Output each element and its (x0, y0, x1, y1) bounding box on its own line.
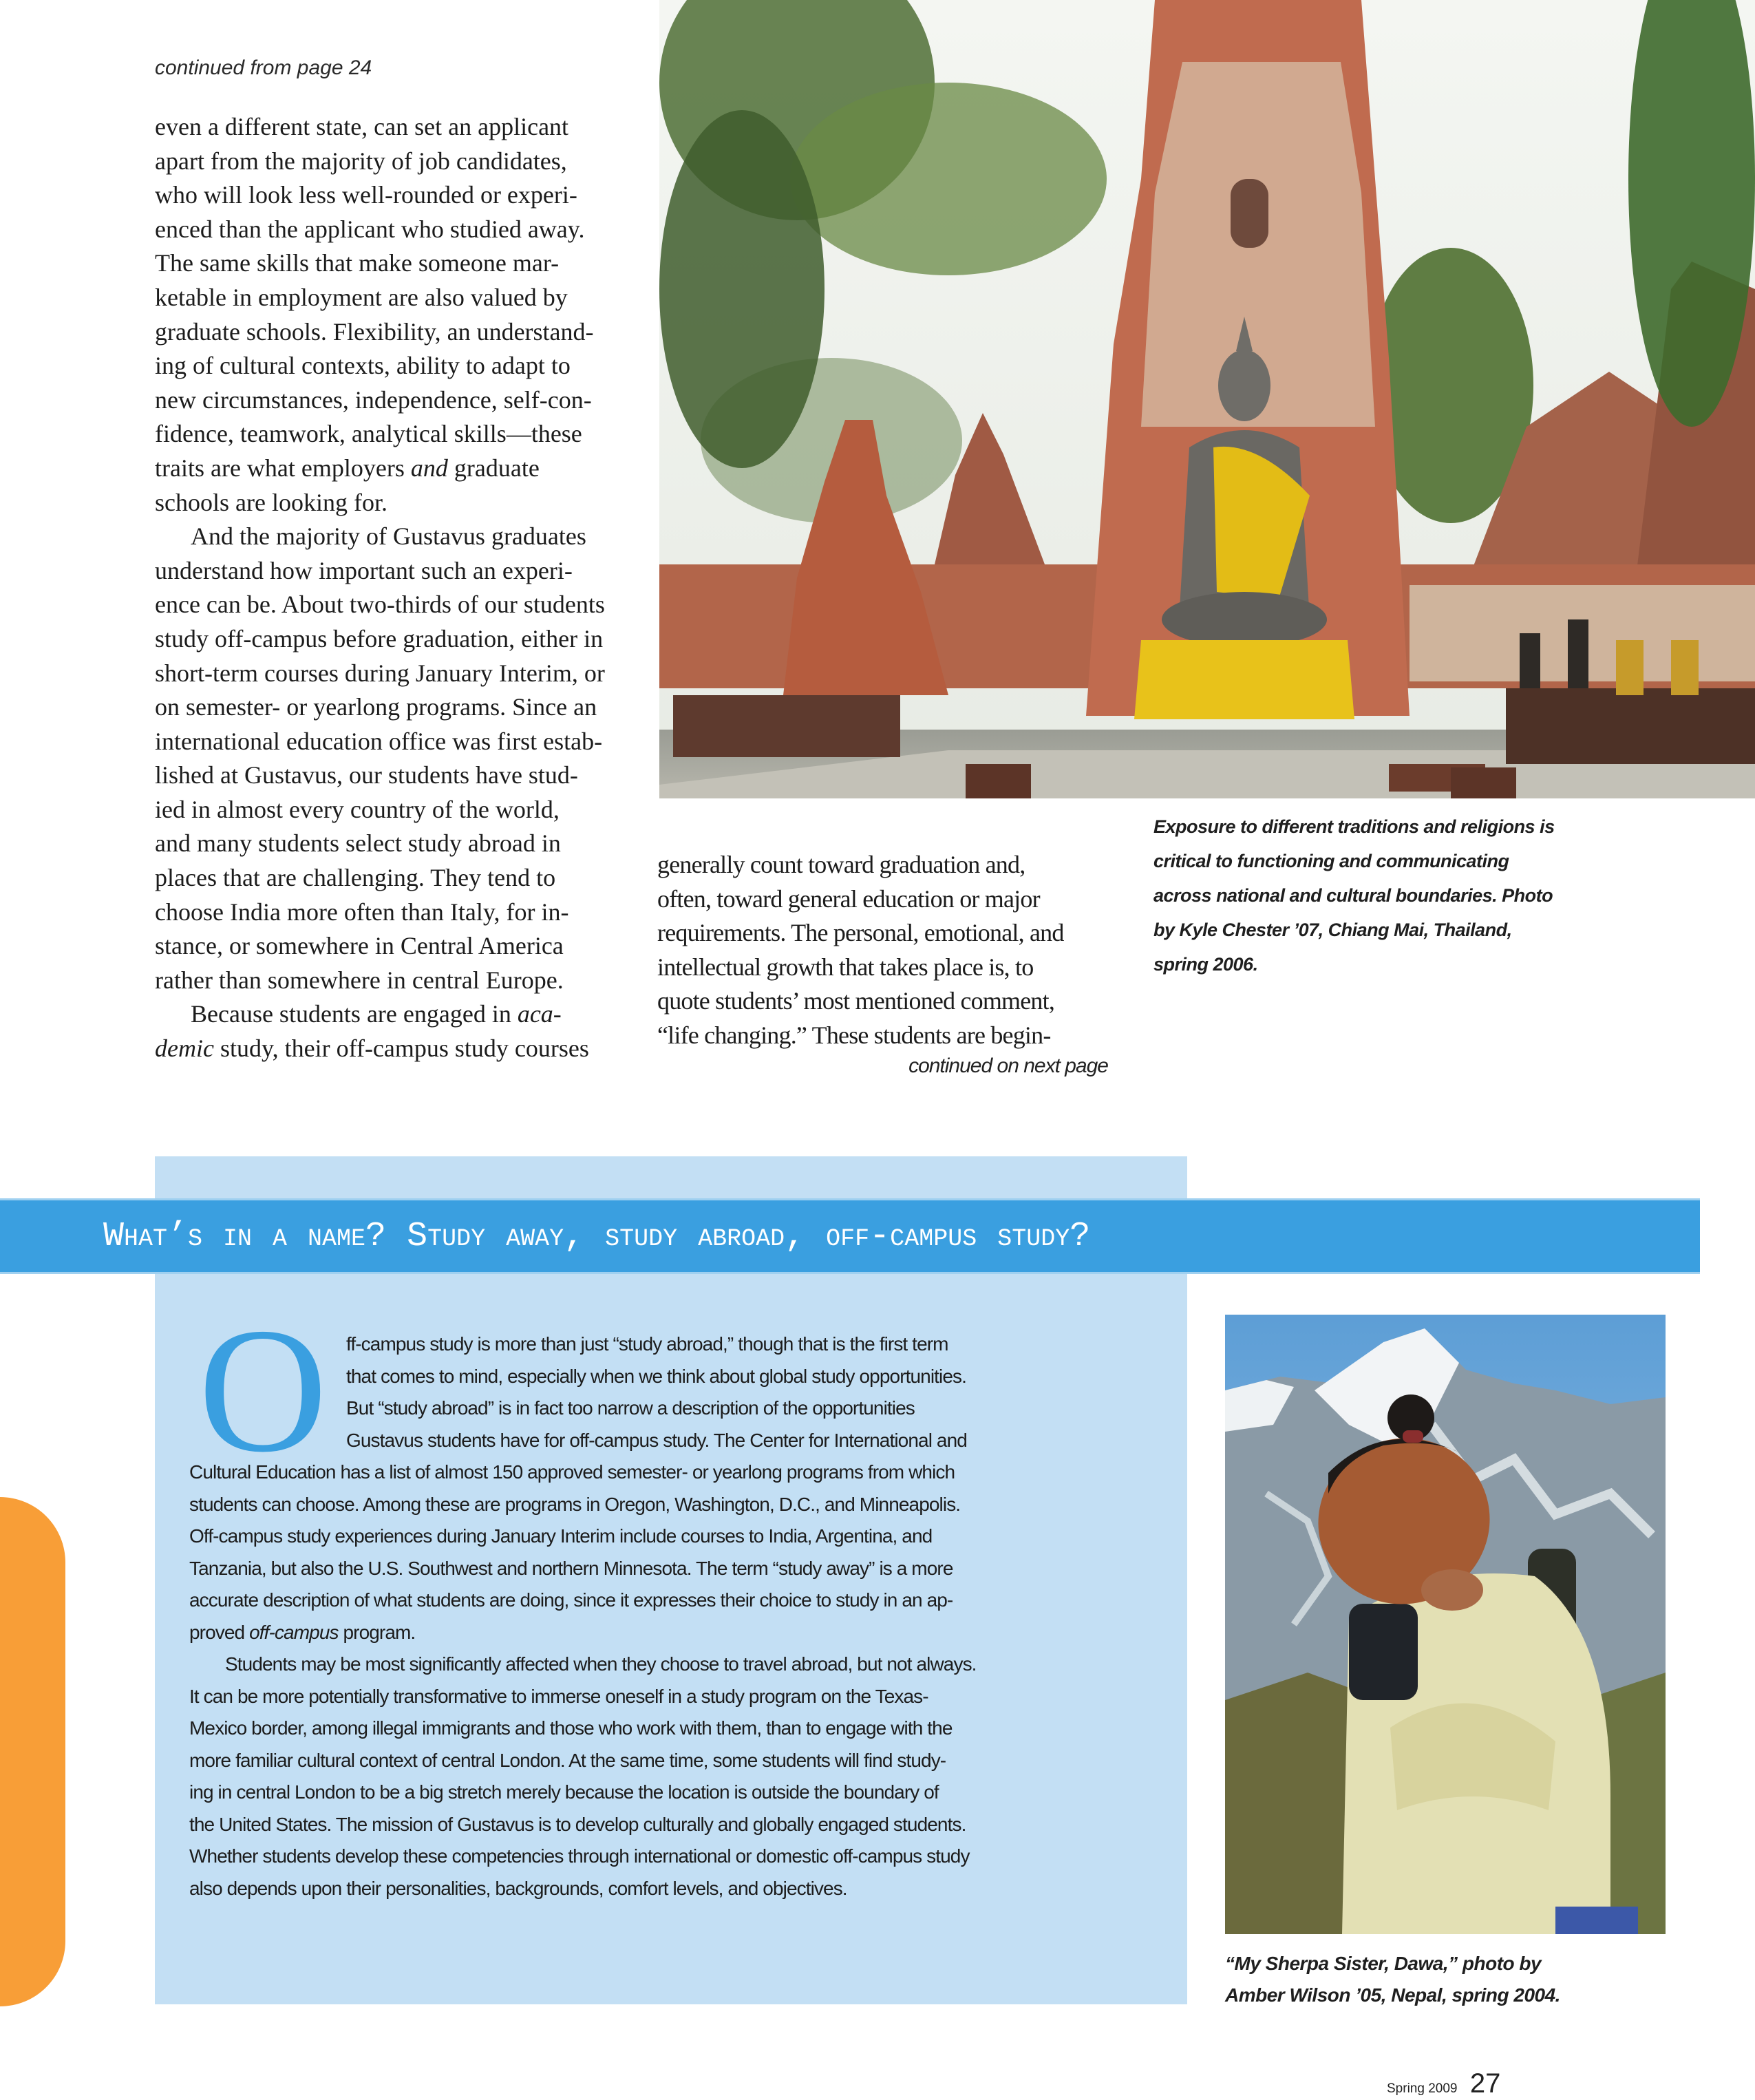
issue-label: Spring 2009 (1387, 2081, 1458, 2096)
text-line: lished at Gustavus, our students have stud- (155, 761, 578, 789)
text-line: ing in central London to be a big stretch merely because the location is outside the boundary of (189, 1781, 939, 1803)
text-line: But “study abroad” is in fact too narrow a description of the opportunities (346, 1397, 915, 1419)
caption-line: spring 2006. (1153, 954, 1258, 975)
paragraph-2 (155, 520, 609, 997)
text-line: understand how important such an experi- (155, 556, 573, 584)
text-segment: program. (338, 1621, 416, 1643)
text-line: choose India more often than Italy, for in- (155, 898, 569, 926)
text-line: even a different state, can set an applicant (155, 113, 569, 140)
text-line: “life changing.” These students are begin- (657, 1021, 1051, 1049)
sherpa-photo-illustration (1225, 1315, 1666, 1934)
paragraph-3 (155, 997, 609, 1065)
sidebar-title: What’s in a name? Study away, study abroad, off-campus study? (103, 1217, 1091, 1256)
caption-line: critical to functioning and communicating (1153, 851, 1509, 871)
page-footer (1387, 2068, 1500, 2099)
text-line: Off-campus study experiences during January Interim include courses to India, Argentina, and (189, 1525, 933, 1547)
sidebar-text (189, 1328, 1180, 1905)
text-line: Gustavus students have for off-campus study. The Center for International and (346, 1429, 967, 1451)
text-line: ence can be. About two-thirds of our students (155, 591, 605, 619)
text-line: more familiar cultural context of central London. At the same time, some students will find study- (189, 1749, 946, 1771)
text-line: Tanzania, but also the U.S. Southwest and northern Minnesota. The term “study away” is a more (189, 1557, 953, 1579)
text-line-emphasis (155, 452, 609, 486)
text-segment: study, their off-campus study courses (213, 1035, 589, 1063)
drop-cap: O (198, 1291, 328, 1489)
text-line: apart from the majority of job candidates, (155, 147, 567, 175)
emphasis-academic-2: demic (155, 1035, 214, 1063)
caption-line: Exposure to different traditions and religions is (1153, 816, 1555, 837)
text-line: and many students select study abroad in (155, 829, 561, 858)
text-line: Students may be most significantly affected when they choose to travel abroad, but not always. (225, 1653, 977, 1675)
text-line: international education office was first estab- (155, 727, 603, 755)
text-line: generally count toward graduation and, (657, 851, 1025, 878)
orange-decorative-shape (0, 1497, 65, 2006)
text-line: schools are looking for. (155, 488, 387, 516)
text-line: ing of cultural contexts, ability to adapt to (155, 352, 571, 380)
text-segment: traits are what employers (155, 454, 411, 482)
emphasis-academic-1: aca- (517, 1000, 562, 1028)
text-line: study off-campus before graduation, either in (155, 624, 604, 653)
text-line: Cultural Education has a list of almost 150 approved semester- or yearlong programs from which (189, 1461, 955, 1483)
text-segment: graduate (447, 454, 540, 482)
emphasis-and: and (410, 454, 448, 482)
caption-line: “My Sherpa Sister, Dawa,” photo by (1225, 1953, 1542, 1974)
text-line (155, 997, 609, 1032)
text-line: Whether students develop these competencies through international or domestic off-campus study (189, 1845, 970, 1867)
text-line: rather than somewhere in central Europe. (155, 966, 564, 994)
caption-line: Amber Wilson ’05, Nepal, spring 2004. (1225, 1984, 1560, 2006)
sherpa-photo (1225, 1315, 1666, 1934)
text-line: on semester- or yearlong programs. Since an (155, 693, 597, 721)
continued-next-label: continued on next page (908, 1054, 1108, 1077)
text-line: graduate schools. Flexibility, an understand- (155, 317, 594, 346)
text-line: students can choose. Among these are programs in Oregon, Washington, D.C., and Minneapolis. (189, 1493, 961, 1515)
text-line: the United States. The mission of Gustavus is to develop culturally and globally engaged students. (189, 1813, 966, 1835)
text-line: quote students’ most mentioned comment, (657, 987, 1055, 1015)
text-segment: Because students are engaged in (191, 1000, 518, 1028)
text-line (189, 1617, 1180, 1649)
text-line: short-term courses during January Interim, or (155, 659, 605, 687)
text-line: requirements. The personal, emotional, and (657, 919, 1064, 947)
text-line: enced than the applicant who studied away. (155, 215, 585, 243)
text-segment: proved (189, 1621, 250, 1643)
temple-photo-illustration (659, 0, 1755, 798)
caption-line: across national and cultural boundaries. Photo (1153, 885, 1553, 906)
article-column-middle (657, 848, 1112, 1053)
text-line: who will look less well-rounded or experi- (155, 181, 577, 209)
text-line: intellectual growth that takes place is, to (657, 953, 1034, 981)
text-line (155, 1032, 609, 1066)
temple-photo (659, 0, 1755, 798)
text-line: places that are challenging. They tend to (155, 864, 556, 892)
text-line: that comes to mind, especially when we think about global study opportunities. (346, 1365, 967, 1387)
text-line: also depends upon their personalities, backgrounds, comfort levels, and objectives. (189, 1877, 847, 1899)
paragraph-1 (155, 110, 609, 520)
temple-photo-caption (1153, 809, 1677, 982)
text-line: The same skills that make someone mar- (155, 249, 560, 277)
text-line: new circumstances, independence, self-con- (155, 385, 592, 414)
page-number: 27 (1469, 2068, 1501, 2099)
article-column-left (155, 110, 609, 1066)
text-line: stance, or somewhere in Central America (155, 932, 564, 960)
text-line: accurate description of what students are doing, since it expresses their choice to study in an ap- (189, 1589, 953, 1611)
sherpa-photo-caption (1225, 1948, 1707, 2011)
text-line: It can be more potentially transformative to immerse oneself in a study program on the Texas- (189, 1685, 928, 1707)
caption-line: by Kyle Chester ’07, Chiang Mai, Thailand, (1153, 920, 1512, 940)
text-line: ketable in employment are also valued by (155, 283, 568, 311)
text-line: often, toward general education or major (657, 884, 1040, 913)
text-line: And the majority of Gustavus graduates (191, 522, 586, 551)
text-line: ied in almost every country of the world, (155, 795, 560, 823)
emphasis-off-campus: off-campus (249, 1621, 339, 1643)
text-line: ff-campus study is more than just “study abroad,” though that is the first term (346, 1333, 948, 1355)
text-line: Mexico border, among illegal immigrants and those who work with them, than to engage with the (189, 1717, 953, 1739)
continued-from-label: continued from page 24 (155, 56, 372, 79)
text-line: fidence, teamwork, analytical skills—these (155, 420, 582, 448)
sidebar-banner (0, 1198, 1700, 1274)
